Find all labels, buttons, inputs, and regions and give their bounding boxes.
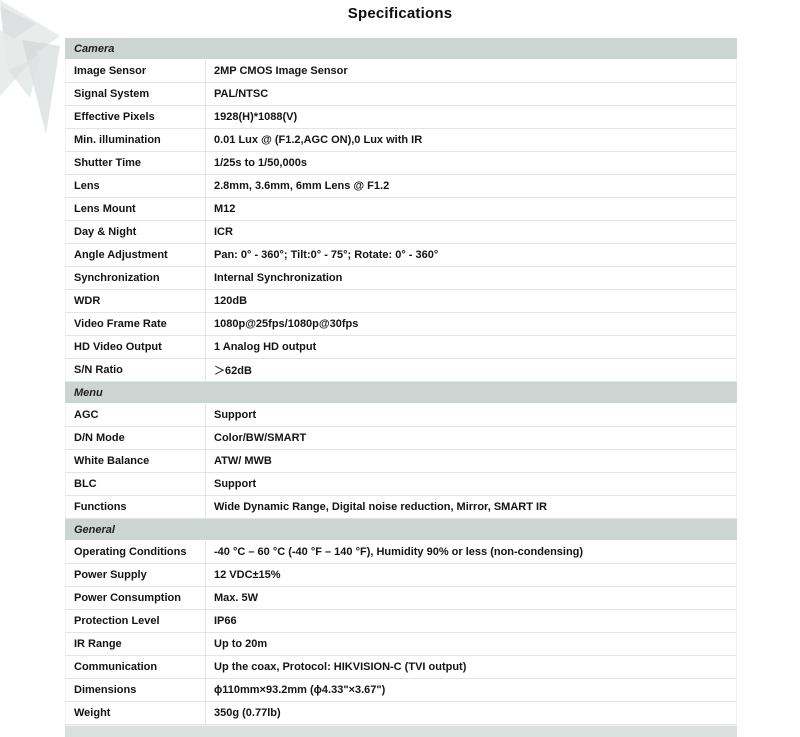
spec-value: 1928(H)*1088(V) xyxy=(214,111,298,123)
table-row xyxy=(65,60,737,83)
spec-label: Lens Mount xyxy=(66,198,206,220)
table-row xyxy=(65,679,737,702)
table-row xyxy=(65,587,737,610)
spec-label: Day & Night xyxy=(66,221,206,243)
table-row xyxy=(65,564,737,587)
spec-label: BLC xyxy=(66,473,206,495)
spec-label: AGC xyxy=(66,404,206,426)
spec-label: WDR xyxy=(66,290,206,312)
spec-value: ICR xyxy=(214,226,233,238)
spec-value: Wide Dynamic Range, Digital noise reduction, Mirror, SMART IR xyxy=(214,501,548,513)
spec-value: Pan: 0° - 360°; Tilt:0° - 75°; Rotate: 0° - 360° xyxy=(214,249,439,261)
spec-value: Support xyxy=(214,409,257,421)
spec-value: Up to 20m xyxy=(214,638,268,650)
spec-label: Video Frame Rate xyxy=(66,313,206,335)
spec-value: 1/25s to 1/50,000s xyxy=(214,157,307,169)
table-row xyxy=(65,404,737,427)
spec-label: Lens xyxy=(66,175,206,197)
spec-label: Angle Adjustment xyxy=(66,244,206,266)
table-row xyxy=(65,175,737,198)
table-row xyxy=(65,336,737,359)
spec-label: D/N Mode xyxy=(66,427,206,449)
spec-value: PAL/NTSC xyxy=(214,88,269,100)
cut-off-section-bar xyxy=(65,725,737,737)
spec-label: Shutter Time xyxy=(66,152,206,174)
spec-label: Dimensions xyxy=(66,679,206,701)
spec-value: -40 °C – 60 °C (-40 °F – 140 °F), Humidity 90% or less (non-condensing) xyxy=(214,546,584,558)
table-row xyxy=(65,267,737,290)
section-header-camera xyxy=(65,38,737,60)
spec-value: 120dB xyxy=(214,295,248,307)
spec-value: 2.8mm, 3.6mm, 6mm Lens @ F1.2 xyxy=(214,180,390,192)
spec-value: Up the coax, Protocol: HIKVISION-C (TVI output) xyxy=(214,661,467,673)
table-row xyxy=(65,702,737,725)
page-title: Specifications xyxy=(347,5,453,22)
spec-value: ϕ110mm×93.2mm (ϕ4.33"×3.67") xyxy=(214,684,386,696)
spec-value: 0.01 Lux @ (F1.2,AGC ON),0 Lux with IR xyxy=(214,134,423,146)
spec-label: IR Range xyxy=(66,633,206,655)
table-row xyxy=(65,83,737,106)
spec-value: Support xyxy=(214,478,257,490)
spec-label: Image Sensor xyxy=(66,60,206,82)
spec-value: 1080p@25fps/1080p@30fps xyxy=(214,318,359,330)
table-row xyxy=(65,290,737,313)
section-title: Camera xyxy=(74,42,115,55)
section-title: Menu xyxy=(74,386,103,399)
spec-value: Internal Synchronization xyxy=(214,272,343,284)
spec-label: Power Supply xyxy=(66,564,206,586)
spec-label: Min. illumination xyxy=(66,129,206,151)
spec-value: ATW/ MWB xyxy=(214,455,272,467)
spec-table xyxy=(65,38,737,737)
spec-label: Synchronization xyxy=(66,267,206,289)
table-row xyxy=(65,221,737,244)
spec-label: S/N Ratio xyxy=(66,359,206,381)
table-row xyxy=(65,427,737,450)
spec-label: Operating Conditions xyxy=(66,541,206,563)
spec-label: Functions xyxy=(66,496,206,518)
table-row xyxy=(65,610,737,633)
spec-label: White Balance xyxy=(66,450,206,472)
section-header-general xyxy=(65,519,737,541)
spec-label: Effective Pixels xyxy=(66,106,206,128)
table-row xyxy=(65,359,737,382)
spec-label: Signal System xyxy=(66,83,206,105)
spec-label: Power Consumption xyxy=(66,587,206,609)
table-row xyxy=(65,450,737,473)
table-row xyxy=(65,198,737,221)
spec-value: 12 VDC±15% xyxy=(214,569,281,581)
spec-label: Communication xyxy=(66,656,206,678)
table-row xyxy=(65,129,737,152)
table-row xyxy=(65,152,737,175)
table-row xyxy=(65,313,737,336)
table-row xyxy=(65,541,737,564)
spec-label: HD Video Output xyxy=(66,336,206,358)
section-title: General xyxy=(74,523,115,536)
spec-value: 1 Analog HD output xyxy=(214,341,317,353)
spec-value: IP66 xyxy=(214,615,237,627)
spec-label: Weight xyxy=(66,702,206,724)
table-row xyxy=(65,473,737,496)
table-row xyxy=(65,244,737,267)
table-row xyxy=(65,656,737,679)
spec-label: Protection Level xyxy=(66,610,206,632)
table-row xyxy=(65,633,737,656)
spec-value: ＞62dB xyxy=(214,365,252,377)
section-header-menu xyxy=(65,382,737,404)
table-row xyxy=(65,496,737,519)
spec-value: 350g (0.77lb) xyxy=(214,707,281,719)
table-row xyxy=(65,106,737,129)
spec-value: 2MP CMOS Image Sensor xyxy=(214,65,348,77)
spec-value: Max. 5W xyxy=(214,592,259,604)
spec-value: M12 xyxy=(214,203,236,215)
spec-value: Color/BW/SMART xyxy=(214,432,307,444)
